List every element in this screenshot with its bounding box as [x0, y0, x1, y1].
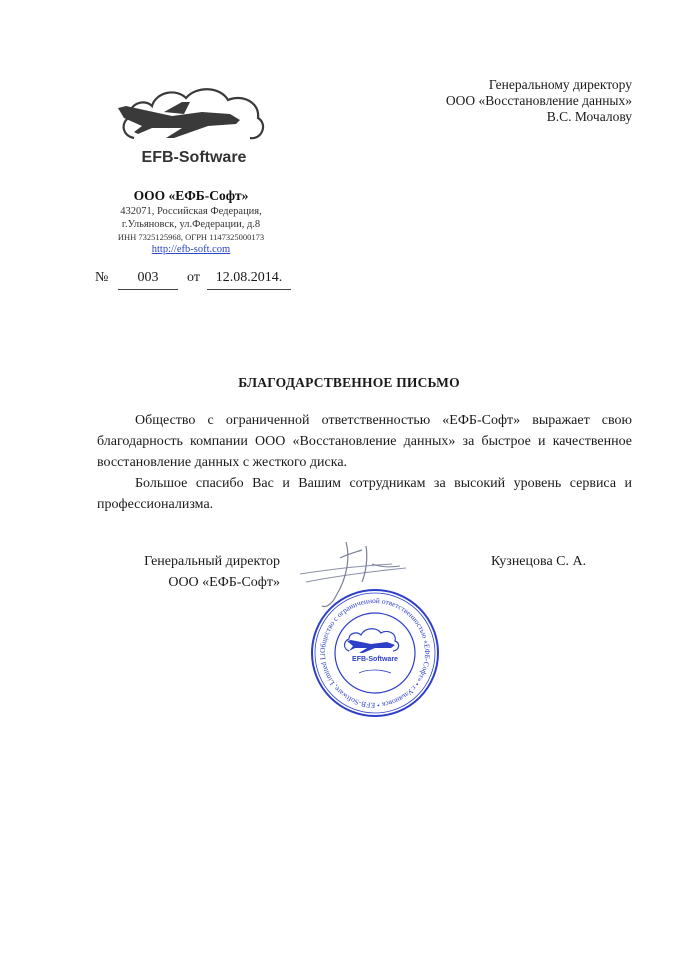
- signatory-company: ООО «ЕФБ-Софт»: [168, 575, 280, 590]
- company-name: ООО «ЕФБ-Софт»: [133, 188, 249, 203]
- addressee-name: В.С. Мочалову: [546, 109, 632, 124]
- signatory-name: Кузнецова С. А.: [491, 554, 587, 569]
- company-website-link[interactable]: http://efb-soft.com: [151, 243, 231, 255]
- number-label: №: [95, 270, 109, 285]
- addressee-position: Генеральному директору: [488, 77, 632, 92]
- logo-text: EFB-Software: [141, 149, 247, 166]
- letter-body: [97, 410, 632, 515]
- stamp-logo-text: EFB-Software: [352, 656, 398, 663]
- company-logo: [112, 82, 272, 168]
- company-ids: ИНН 7325125968, ОГРН 1147325000173: [117, 232, 265, 242]
- company-details: [100, 187, 282, 256]
- letter-date: 12.08.2014.: [207, 269, 291, 290]
- company-address-line2: г.Ульяновск, ул.Федерации, д.8: [121, 218, 261, 230]
- addressee-block: [380, 77, 632, 125]
- addressee-company: ООО «Восстановление данных»: [445, 93, 632, 108]
- company-address-line1: 432071, Российская Федерация,: [120, 206, 262, 217]
- airplane-cloud-logo-icon: [112, 82, 272, 168]
- body-paragraph: Общество с ограниченной ответственностью «ЕФБ-Софт» выражает свою благодарность компании ООО «Восстановление данных» за быстрое и качественное восстановление данных с жесткого диска.: [97, 413, 632, 470]
- date-label: от: [187, 270, 200, 285]
- company-stamp: [309, 587, 441, 719]
- letter-title: БЛАГОДАРСТВЕННОЕ ПИСЬМО: [238, 375, 460, 390]
- signatory-title: Генеральный директор: [144, 554, 280, 569]
- body-paragraph: Большое спасибо Вас и Вашим сотрудникам за высокий уровень сервиса и профессионализма.: [97, 476, 632, 512]
- signatory-position: [108, 551, 280, 593]
- letter-number: 003: [118, 269, 178, 290]
- stamp-ring-textpath: Общество с ограниченной ответственностью «ЕФБ-Софт» • г.Ульяновск • EFB-Software, Limited Li: [317, 595, 433, 711]
